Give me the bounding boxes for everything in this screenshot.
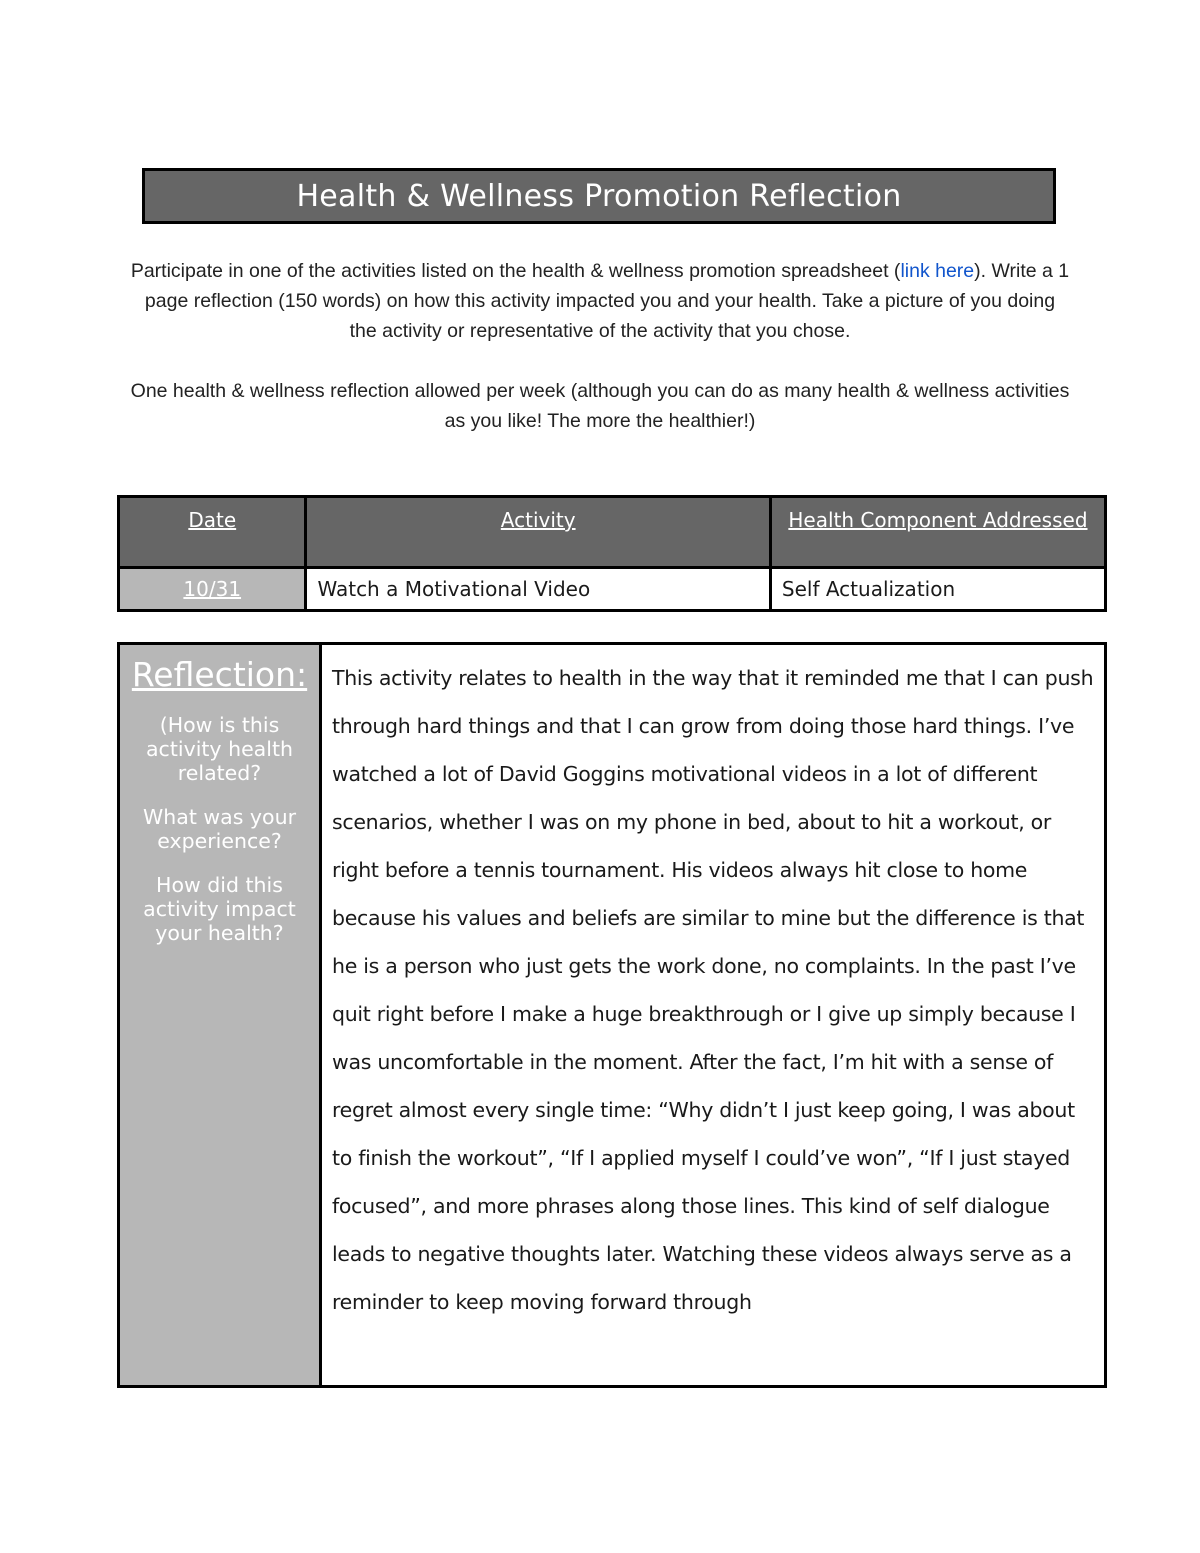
document-title-bar <box>142 168 1056 224</box>
table-header-row <box>119 497 1106 568</box>
cell-health-component: Self Actualization <box>770 568 1105 611</box>
cell-activity: Watch a Motivational Video <box>306 568 770 611</box>
header-health-component: Health Component Addressed <box>770 497 1105 568</box>
weekly-limit-note: One health & wellness reflection allowed per week (although you can do as many health & wellness activities as you like! The more the healthier!) <box>130 380 1070 432</box>
header-activity: Activity <box>306 497 770 568</box>
header-date: Date <box>119 497 306 568</box>
instructions <box>130 256 1070 436</box>
spreadsheet-link[interactable]: link here <box>900 260 975 282</box>
document-title: Health & Wellness Promotion Reflection <box>296 178 902 214</box>
cell-date: 10/31 <box>119 568 306 611</box>
activity-log-table <box>117 495 1107 612</box>
prompt-impact: How did this activity impact your health? <box>143 873 296 945</box>
table-row <box>119 568 1106 611</box>
reflection-box <box>117 642 1107 1388</box>
instructions-paragraph: Participate in one of the activities listed on the health & wellness promotion spreadsheet (link here). Write a 1 page reflection (150 words) on how this activity impacted you and your health. Take a picture of you doing the activity or representative of the activity that you chose. <box>130 260 1070 342</box>
reflection-text: This activity relates to health in the way that it reminded me that I can push through hard things and that I can grow from doing those hard things. I’ve watched a lot of David Goggins motivational videos in a lot of different scenarios, whether I was on my phone in bed, about to hit a workout, or right before a tennis tournament. His videos always hit close to home because his values and beliefs are similar to mine but the difference is that he is a person who just gets the work done, no complaints. In the past I’ve quit right before I make a huge breakthrough or I give up simply because I was uncomfortable in the moment. After the fact, I’m hit with a sense of regret almost every single time: “Why didn’t I just keep going, I was about to finish the workout”, “If I applied myself I could’ve won”, “If I just stayed focused”, and more phrases along those lines. This kind of self dialogue leads to negative thoughts later. Watching these videos always serve as a reminder to keep moving forward through <box>332 666 1094 1314</box>
prompt-experience: What was your experience? <box>143 805 296 853</box>
reflection-text-area <box>322 645 1104 1385</box>
reflection-prompts-column <box>120 645 322 1385</box>
prompt-health-related: (How is this activity health related? <box>146 713 293 785</box>
reflection-heading: Reflection: <box>131 655 308 694</box>
